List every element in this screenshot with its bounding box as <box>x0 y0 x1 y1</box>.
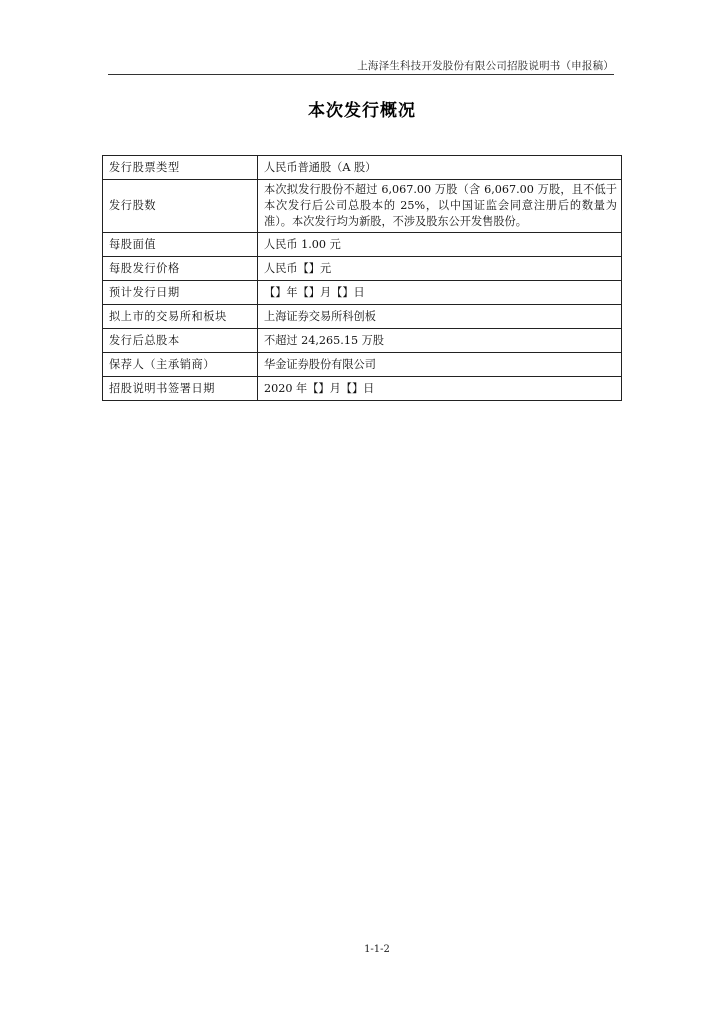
row-label: 发行股票类型 <box>103 156 258 180</box>
row-value: 2020 年【】月【】日 <box>258 377 622 401</box>
table-row <box>103 353 622 377</box>
table-row <box>103 156 622 180</box>
running-header: 上海泽生科技开发股份有限公司招股说明书（申报稿） <box>357 60 614 72</box>
row-label: 招股说明书签署日期 <box>103 377 258 401</box>
row-label: 每股发行价格 <box>103 257 258 281</box>
row-value: 本次拟发行股份不超过 6,067.00 万股（含 6,067.00 万股，且不低于本次发行后公司总股本的 25%，以中国证监会同意注册后的数量为准）。本次发行均为新股，不涉及股东公开发售股份。 <box>258 180 622 233</box>
table-row <box>103 180 622 233</box>
row-label: 发行股数 <box>103 180 258 233</box>
table-row <box>103 305 622 329</box>
table-row <box>103 329 622 353</box>
row-label: 保荐人（主承销商） <box>103 353 258 377</box>
table-row <box>103 257 622 281</box>
row-label: 拟上市的交易所和板块 <box>103 305 258 329</box>
row-value: 【】年【】月【】日 <box>258 281 622 305</box>
offering-overview-table <box>102 155 622 401</box>
row-value: 上海证券交易所科创板 <box>258 305 622 329</box>
page-title: 本次发行概况 <box>308 101 416 121</box>
row-label: 每股面值 <box>103 233 258 257</box>
row-value: 华金证券股份有限公司 <box>258 353 622 377</box>
row-value: 人民币普通股（A 股） <box>258 156 622 180</box>
row-value: 人民币【】元 <box>258 257 622 281</box>
table-row <box>103 233 622 257</box>
row-label: 发行后总股本 <box>103 329 258 353</box>
table-row <box>103 281 622 305</box>
page-number: 1-1-2 <box>364 944 390 955</box>
row-label: 预计发行日期 <box>103 281 258 305</box>
row-value: 人民币 1.00 元 <box>258 233 622 257</box>
row-value: 不超过 24,265.15 万股 <box>258 329 622 353</box>
header-rule <box>108 74 614 75</box>
table-row <box>103 377 622 401</box>
